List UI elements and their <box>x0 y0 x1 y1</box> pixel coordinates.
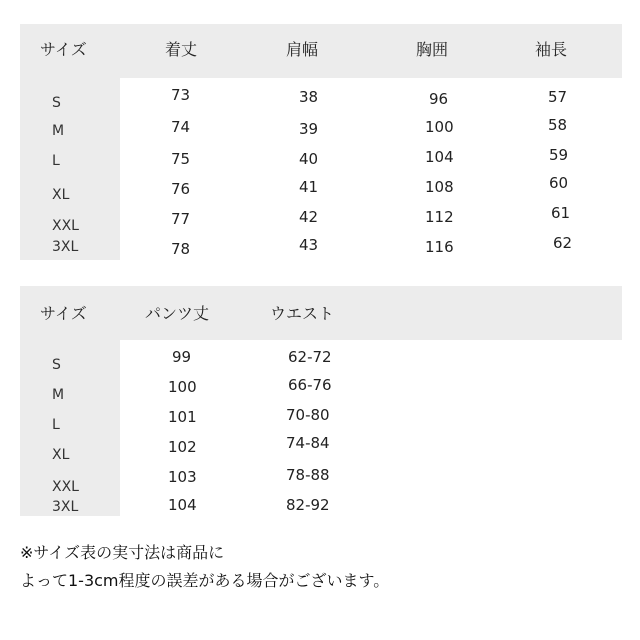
row-label-l: L <box>52 417 60 433</box>
table-cell: 42 <box>299 208 319 226</box>
row-label-l: L <box>52 153 60 169</box>
row-label-xl: XL <box>52 447 70 463</box>
table-cell: 82-92 <box>286 496 330 514</box>
table-cell: 77 <box>171 210 191 228</box>
header-chest: 胸囲 <box>416 40 449 59</box>
table-cell: 116 <box>425 238 454 256</box>
table-cell: 102 <box>168 438 197 456</box>
table-cell: 40 <box>299 150 319 168</box>
header-size: サイズ <box>40 40 87 59</box>
table-cell: 99 <box>172 348 192 366</box>
table-cell: 75 <box>171 150 191 168</box>
table-cell: 41 <box>299 178 319 196</box>
row-label-3xl: 3XL <box>52 239 79 255</box>
table-cell: 78-88 <box>286 466 330 484</box>
row-label-xxl: XXL <box>52 218 79 234</box>
table-header-background <box>20 24 622 78</box>
table-cell: 60 <box>549 174 569 192</box>
table-cell: 74 <box>171 118 191 136</box>
table-cell: 104 <box>168 496 197 514</box>
table-cell: 78 <box>171 240 191 258</box>
table-cell: 59 <box>549 146 569 164</box>
header-waist: ウエスト <box>270 304 335 323</box>
size-table-bottom <box>20 286 622 516</box>
table-cell: 104 <box>425 148 454 166</box>
table-cell: 101 <box>168 408 197 426</box>
table-cell: 108 <box>425 178 454 196</box>
row-label-s: S <box>52 357 61 373</box>
table-cell: 100 <box>425 118 454 136</box>
table-cell: 73 <box>171 86 191 104</box>
table-cell: 76 <box>171 180 191 198</box>
table-cell: 62-72 <box>288 348 332 366</box>
table-cell: 103 <box>168 468 197 486</box>
table-cell: 112 <box>425 208 454 226</box>
table-cell: 61 <box>551 204 571 222</box>
table-cell: 96 <box>429 90 449 108</box>
row-label-xl: XL <box>52 187 70 203</box>
table-cell: 66-76 <box>288 376 332 394</box>
header-sleeve: 袖長 <box>535 40 568 59</box>
table-cell: 100 <box>168 378 197 396</box>
table-cell: 39 <box>299 120 319 138</box>
row-label-m: M <box>52 387 65 403</box>
row-label-m: M <box>52 123 65 139</box>
table-cell: 43 <box>299 236 319 254</box>
row-label-xxl: XXL <box>52 479 79 495</box>
row-label-s: S <box>52 95 61 111</box>
table-cell: 58 <box>548 116 568 134</box>
table-cell: 57 <box>548 88 568 106</box>
table-cell: 38 <box>299 88 319 106</box>
table-cell: 70-80 <box>286 406 330 424</box>
header-size: サイズ <box>40 304 87 323</box>
header-shoulder: 肩幅 <box>286 40 319 59</box>
note-line-1: ※サイズ表の実寸法は商品に <box>20 543 225 562</box>
row-label-3xl: 3XL <box>52 499 79 515</box>
table-cell: 74-84 <box>286 434 330 452</box>
header-pants-length: パンツ丈 <box>145 304 210 323</box>
table-cell: 62 <box>553 234 573 252</box>
note-line-2: よって1-3cm程度の誤差がある場合がございます。 <box>20 571 390 590</box>
header-length: 着丈 <box>165 40 198 59</box>
size-table-top <box>20 24 622 260</box>
